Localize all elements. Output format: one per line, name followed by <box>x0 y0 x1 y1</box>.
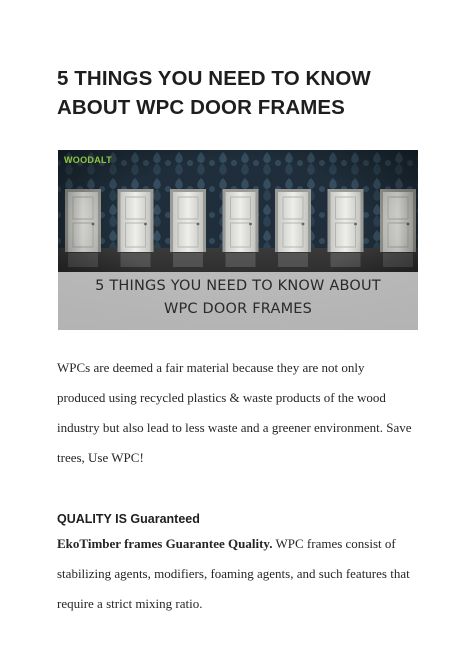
intro-line: trees, Use WPC! <box>57 450 144 465</box>
quality-lead: EkoTimber frames Guarantee Quality. <box>57 536 273 551</box>
banner-caption-line-1: 5 THINGS YOU NEED TO KNOW ABOUT <box>95 278 381 294</box>
section-heading: QUALITY IS Guaranteed <box>57 512 200 526</box>
quality-lead-rest: WPC frames consist of <box>272 536 396 551</box>
intro-line: produced using recycled plastics & waste products of the wood <box>57 390 386 405</box>
title-line-2: ABOUT WPC DOOR FRAMES <box>57 96 345 119</box>
intro-line: WPCs are deemed a fair material because they are not only <box>57 360 365 375</box>
banner-caption-line-2: WPC DOOR FRAMES <box>163 301 313 317</box>
quality-line: require a strict mixing ratio. <box>57 596 203 611</box>
title-line-1: 5 THINGS YOU NEED TO KNOW <box>57 67 371 90</box>
quality-line: stabilizing agents, modifiers, foaming agents, and such features that <box>57 566 410 581</box>
page-title <box>57 64 437 122</box>
banner-logo: WOODALT <box>64 155 112 165</box>
quality-line <box>57 536 396 552</box>
intro-line: industry but also lead to less waste and a greener environment. Save <box>57 420 412 435</box>
